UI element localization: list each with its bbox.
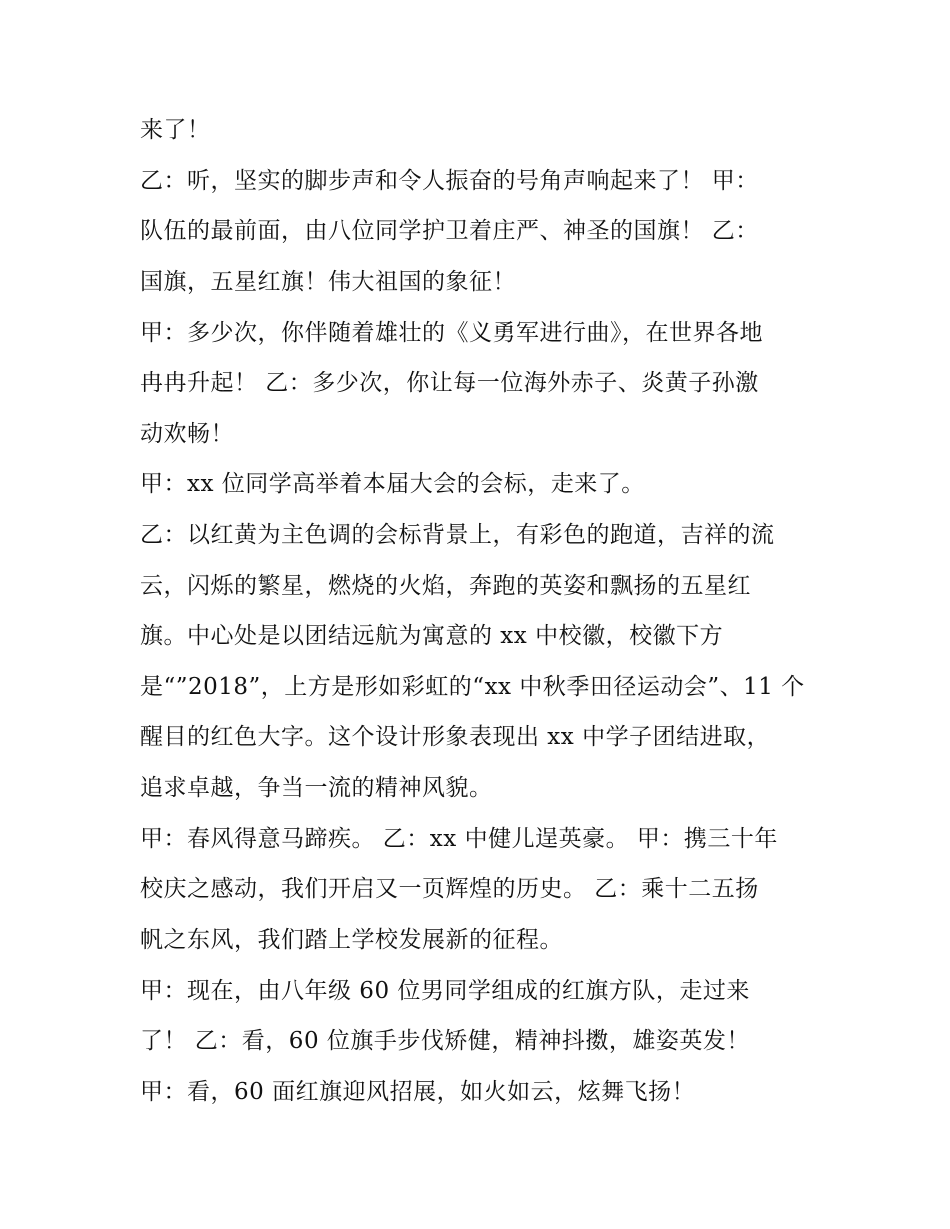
text-line-19: 了！ 乙：看，60 位旗手步伐矫健，精神抖擞，雄姿英发！ bbox=[140, 1028, 750, 1054]
text-line-14: 追求卓越，争当一流的精神风貌。 bbox=[140, 775, 493, 801]
text-line-3: 队伍的最前面，由八位同学护卫着庄严、神圣的国旗！ 乙： bbox=[140, 218, 759, 244]
text-line-6: 冉冉升起！ 乙：多少次，你让每一位海外赤子、炎黄子孙激 bbox=[140, 370, 759, 396]
text-line-9: 乙：以红黄为主色调的会标背景上，有彩色的跑道，吉祥的流 bbox=[140, 522, 775, 548]
text-line-8: 甲：xx 位同学高举着本届大会的会标，走来了。 bbox=[140, 471, 645, 497]
text-line-17: 帆之东风，我们踏上学校发展新的征程。 bbox=[140, 927, 563, 953]
text-line-12: 是“”2018”，上方是形如彩虹的“xx 中秋季田径运动会”、11 个 bbox=[140, 674, 805, 700]
text-line-10: 云，闪烁的繁星，燃烧的火焰，奔跑的英姿和飘扬的五星红 bbox=[140, 573, 751, 599]
text-line-2: 乙：听，坚实的脚步声和令人振奋的号角声响起来了！ 甲： bbox=[140, 168, 759, 194]
text-line-16: 校庆之感动，我们开启又一页辉煌的历史。 乙：乘十二五扬 bbox=[140, 876, 759, 902]
text-line-1: 来了！ bbox=[140, 117, 211, 143]
text-line-20: 甲：看，60 面红旗迎风招展，如火如云，炫舞飞扬！ bbox=[140, 1079, 696, 1105]
text-line-15: 甲：春风得意马蹄疾。 乙：xx 中健儿逞英豪。 甲：携三十年 bbox=[140, 826, 778, 852]
text-line-11: 旗。中心处是以团结远航为寓意的 xx 中校徽，校徽下方 bbox=[140, 623, 724, 649]
text-line-4: 国旗，五星红旗！伟大祖国的象征！ bbox=[140, 269, 516, 295]
text-line-5: 甲：多少次，你伴随着雄壮的《义勇军进行曲》，在世界各地 bbox=[140, 320, 763, 346]
text-line-7: 动欢畅！ bbox=[140, 421, 234, 447]
text-line-18: 甲：现在，由八年级 60 位男同学组成的红旗方队，走过来 bbox=[140, 978, 750, 1004]
text-line-13: 醒目的红色大字。这个设计形象表现出 xx 中学子团结进取， bbox=[140, 724, 771, 750]
